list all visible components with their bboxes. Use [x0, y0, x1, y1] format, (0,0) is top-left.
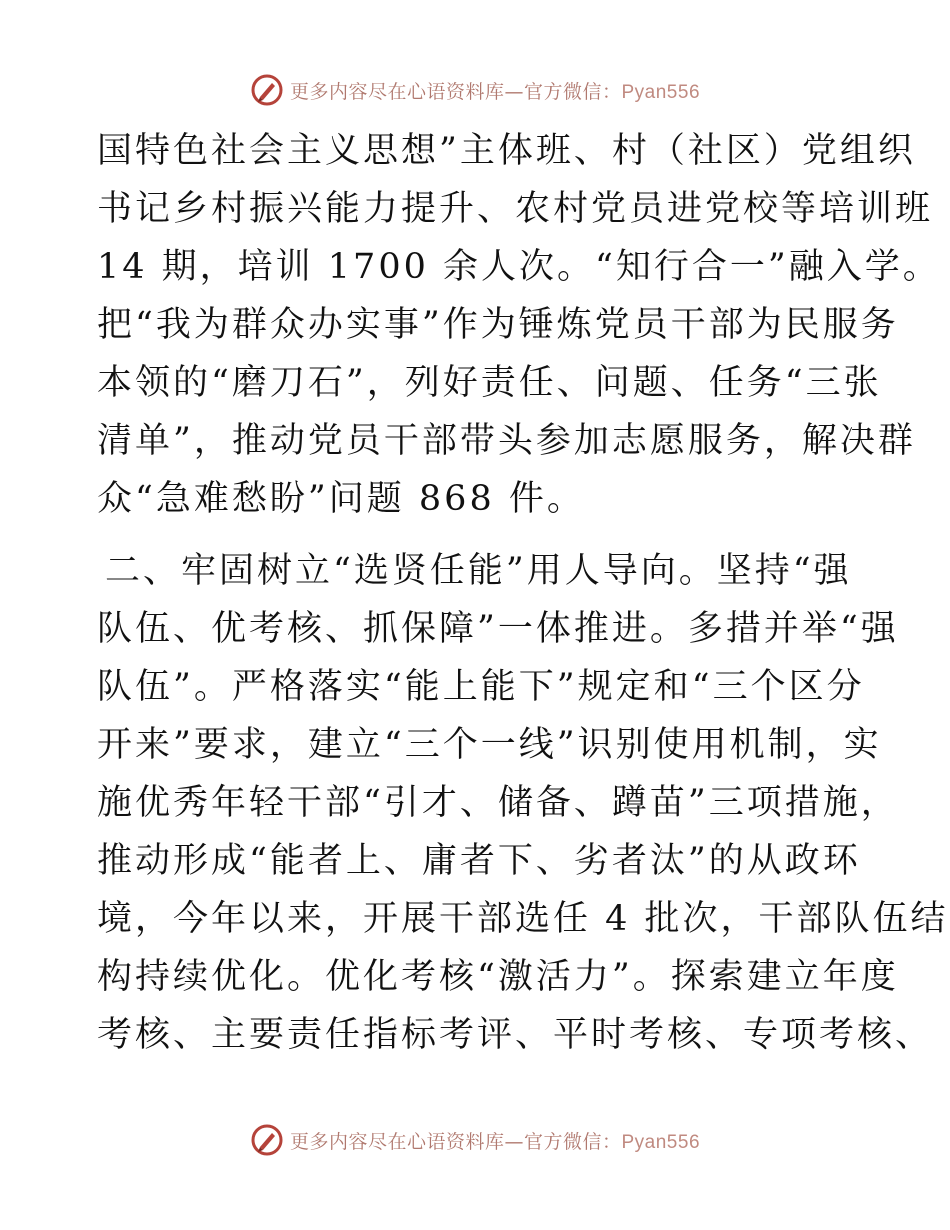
watermark-main: 更多内容尽在心语资料库 [289, 1130, 505, 1153]
watermark-label: 官方微信： [523, 80, 622, 103]
watermark-label: 官方微信： [523, 1130, 622, 1153]
text-line: 构持续优化。优化考核“激活力”。探索建立年度 [97, 957, 899, 997]
watermark-dash: — [504, 1130, 524, 1153]
pen-logo-icon [250, 73, 284, 107]
watermark-account: Pyan556 [621, 1131, 701, 1153]
watermark-text [290, 77, 700, 104]
text-line: 队伍、优考核、抓保障”一体推进。多措并举“强 [97, 609, 899, 649]
text-line: 把“我为群众办实事”作为锤炼党员干部为民服务 [97, 305, 899, 345]
paragraph-1 [97, 122, 941, 528]
text-line: 推动形成“能者上、庸者下、劣者汰”的从政环 [97, 841, 861, 881]
text-line: 施优秀年轻干部“引才、储备、蹲苗”三项措施， [97, 783, 899, 823]
document-body [97, 122, 949, 1064]
text-line: 国特色社会主义思想”主体班、村（社区）党组织 [97, 131, 916, 171]
text-line: 考核、主要责任指标考评、平时考核、专项考核、 [97, 1015, 934, 1055]
paragraph-gap [97, 528, 857, 542]
pen-logo-icon [250, 1123, 284, 1157]
watermark-text [290, 1127, 700, 1154]
watermark-account: Pyan556 [621, 81, 701, 103]
text-line: 本领的“磨刀石”，列好责任、问题、任务“三张 [97, 363, 882, 403]
footer-watermark [0, 1122, 950, 1158]
text-line: 二、牢固树立“选贤任能”用人导向。坚持“强 [105, 551, 852, 591]
watermark-main: 更多内容尽在心语资料库 [289, 80, 505, 103]
text-line: 众“急难愁盼”问题 868 件。 [97, 479, 585, 519]
text-line: 书记乡村振兴能力提升、农村党员进党校等培训班 [97, 189, 934, 229]
text-line: 开来”要求，建立“三个一线”识别使用机制，实 [97, 725, 882, 765]
text-line: 队伍”。严格落实“能上能下”规定和“三个区分 [97, 667, 865, 707]
paragraph-2 [97, 542, 949, 1064]
text-line: 14 期，培训 1700 余人次。“知行合一”融入学。 [97, 247, 941, 287]
watermark-dash: — [504, 80, 524, 103]
header-watermark [0, 72, 950, 108]
text-line: 清单”，推动党员干部带头参加志愿服务，解决群 [97, 421, 916, 461]
text-line: 境，今年以来，开展干部选任 4 批次，干部队伍结 [97, 899, 949, 939]
